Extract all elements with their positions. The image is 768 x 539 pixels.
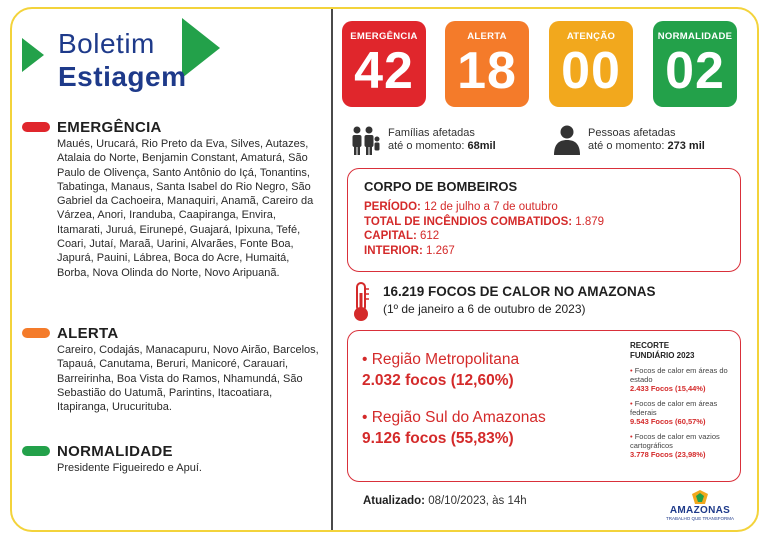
- incendios-label: TOTAL DE INCÊNDIOS COMBATIDOS:: [364, 215, 573, 228]
- pessoas-value: 273 mil: [667, 140, 705, 152]
- section-normalidade: [22, 442, 322, 475]
- section-text: Presidente Figueiredo e Apuí.: [57, 462, 202, 474]
- periodo-label: PERÍODO:: [364, 201, 421, 213]
- regiao-metropolitana-value: 2.032 focos (12,60%): [362, 372, 514, 389]
- status-value: 42: [354, 42, 414, 100]
- updated-timestamp: [363, 495, 527, 507]
- section-emergencia: [22, 118, 322, 280]
- focos-subtitle: (1º de janeiro a 6 de outubro de 2023): [383, 302, 586, 316]
- recorte-item-value: 2.433 Focos (15,44%): [630, 384, 706, 393]
- crest-icon: [692, 490, 708, 504]
- status-value: 02: [665, 42, 725, 100]
- family-icon: [349, 124, 381, 156]
- pessoas-label: Pessoas afetadas: [588, 127, 676, 139]
- normalidade-pill-icon: [22, 446, 50, 456]
- updated-label: Atualizado:: [363, 495, 425, 507]
- status-value: 18: [457, 42, 517, 100]
- capital-label: CAPITAL:: [364, 230, 417, 242]
- thermometer-icon: [350, 281, 372, 323]
- regiao-sul-name: • Região Sul do Amazonas: [362, 409, 546, 426]
- pessoas-label2: até o momento:: [588, 140, 665, 152]
- emergencia-pill-icon: [22, 122, 50, 132]
- recorte-fundiario: [630, 341, 736, 459]
- familias-label: Famílias afetadas: [388, 127, 475, 139]
- incendios-value: 1.879: [575, 215, 605, 228]
- recorte-item: • Focos de calor em áreas federais: [630, 399, 718, 417]
- play-arrow-icon: [22, 38, 44, 72]
- status-label: ALERTA: [467, 31, 507, 42]
- status-label: ATENÇÃO: [566, 31, 616, 42]
- alerta-pill-icon: [22, 328, 50, 338]
- section-text: Careiro, Codajás, Manacapuru, Novo Airão, Barcelos, Tapauá, Canutama, Beruri, Manicoré, Carauari, Barreirinha, Boa Vista do Ramos, Nhamundá, São Sebastião do Uatumã, Parintins, Itacoatiara, Itapiranga, Urucurituba.: [57, 344, 319, 414]
- section-title: NORMALIDADE: [57, 442, 173, 460]
- section-text: Maués, Urucará, Rio Preto da Eva, Silves, Autazes, Atalaia do Norte, Benjamin Constant, Amaturá, São Paulo de Olivença, Santo Antônio do Içá, Tonantins, Tabatinga, Manaus, Santa Isabel do Rio Negro, São Gabriel da Cachoeira, Manaquiri, Anamã, Careiro da Várzea, Anori, Iranduba, Caapiranga, Envira, Itamarati, Juruá, Eirunepé, Guajará, Ipixuna, Tefé, Coari, Jutaí, Maraã, Uarini, Alvarães, Fonte Boa, Japurá, Pauini, Lábrea, Boca do Acre, Humaitá, Borba, Nova Olinda do Norte, Novo Aripuanã.: [57, 138, 314, 279]
- recorte-item-value: 3.778 Focos (23,98%): [630, 450, 706, 459]
- recorte-item: • Focos de calor em áreas do estado: [630, 366, 728, 384]
- regioes-card: [347, 330, 741, 482]
- recorte-item: • Focos de calor em vazios cartográficos: [630, 432, 720, 450]
- capital-value: 612: [420, 230, 440, 242]
- interior-value: 1.267: [425, 244, 455, 257]
- status-box-normalidade: [653, 21, 737, 107]
- person-icon: [553, 124, 581, 156]
- stat-pessoas: [553, 124, 705, 156]
- status-box-emergencia: [342, 21, 426, 107]
- status-value: 00: [561, 42, 621, 100]
- regiao-metropolitana-name: • Região Metropolitana: [362, 351, 520, 368]
- page-title-line1: Boletim: [58, 28, 155, 59]
- bombeiros-title: CORPO DE BOMBEIROS: [364, 179, 518, 194]
- section-title: EMERGÊNCIA: [57, 118, 162, 136]
- periodo-value: 12 de julho a 7 de outubro: [424, 201, 558, 213]
- section-alerta: [22, 324, 322, 414]
- status-label: NORMALIDADE: [657, 31, 733, 42]
- regiao-sul-value: 9.126 focos (55,83%): [362, 430, 514, 447]
- bombeiros-card: [347, 168, 741, 272]
- brand-name: AMAZONAS: [669, 505, 731, 516]
- familias-value: 68mil: [467, 140, 496, 152]
- interior-label: INTERIOR:: [364, 244, 423, 257]
- amazonas-logo: [664, 490, 736, 521]
- familias-label2: até o momento:: [388, 140, 465, 152]
- play-arrow-large-icon: [182, 18, 220, 78]
- recorte-title: RECORTE: [630, 341, 670, 350]
- recorte-item-value: 9.543 Focos (60,57%): [630, 417, 706, 426]
- section-title: ALERTA: [57, 324, 119, 342]
- updated-value: 08/10/2023, às 14h: [428, 495, 527, 507]
- status-label: EMERGÊNCIA: [350, 31, 418, 42]
- stat-familias: [349, 124, 496, 156]
- brand-slogan: TRABALHO QUE TRANSFORMA: [666, 516, 734, 521]
- column-divider: [331, 9, 333, 530]
- page-title-line2: Estiagem: [58, 61, 187, 92]
- status-box-atencao: [549, 21, 633, 107]
- status-box-alerta: [445, 21, 529, 107]
- recorte-title2: FUNDIÁRIO 2023: [630, 350, 695, 360]
- focos-title: 16.219 FOCOS DE CALOR NO AMAZONAS: [383, 284, 656, 299]
